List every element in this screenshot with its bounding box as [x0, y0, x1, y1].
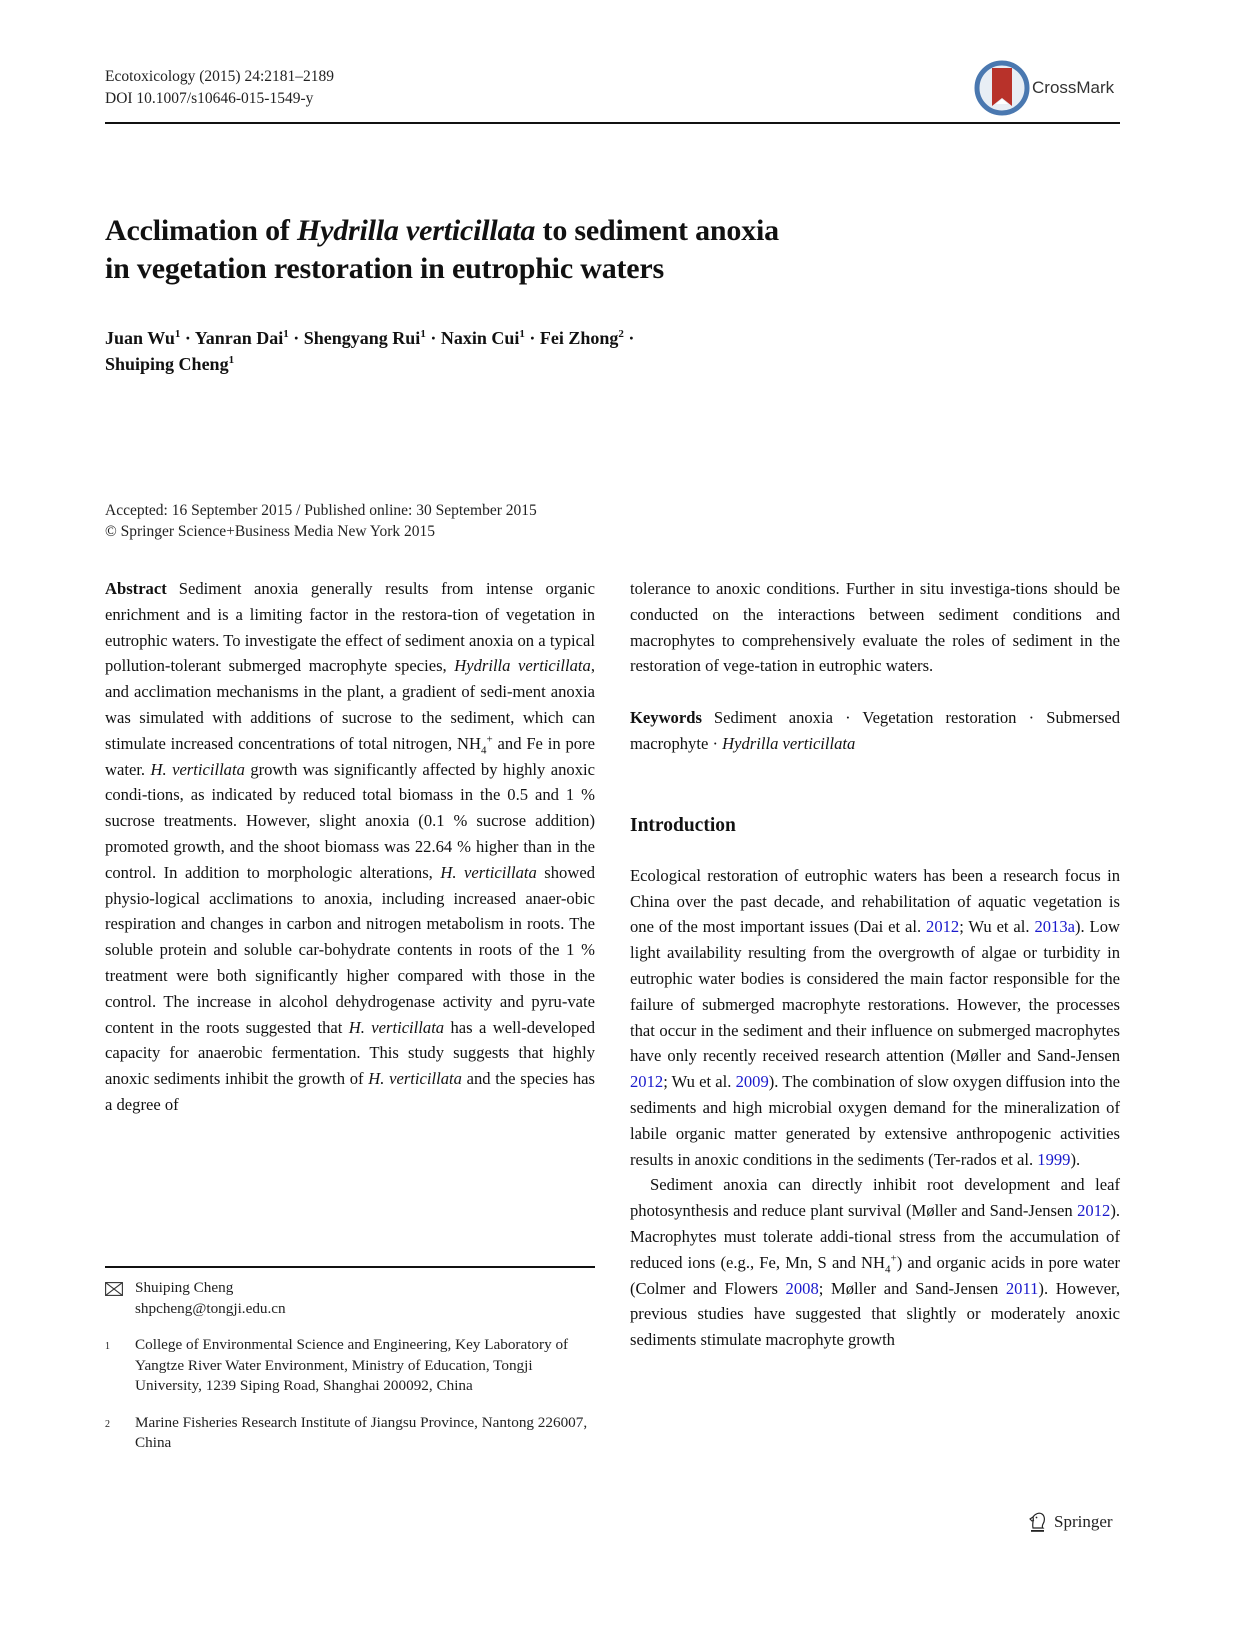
footnote-divider [105, 1266, 595, 1268]
affiliation-text: Marine Fisheries Research Institute of Jiangsu Province, Nantong 226007, China [135, 1413, 588, 1451]
affiliation-1 [105, 1335, 595, 1397]
crossmark-icon [974, 58, 1030, 118]
author[interactable]: Fei Zhong$^2$ [539, 328, 624, 348]
citation-link[interactable]: 2011 [1005, 1278, 1039, 1298]
corresponding-name: Shuiping Cheng [135, 1279, 234, 1296]
affiliation-text: College of Environmental Science and Engineering, Key Laboratory of Yangtze River Water Environment, Ministry of Education, Tongji University, 1239 Siping Road, Shanghai 200092, China [135, 1336, 569, 1394]
author[interactable]: Yanran Dai$^1$ [194, 328, 289, 348]
keywords-label: Keywords [630, 708, 702, 728]
keywords: Keywords Sediment anoxia · Vegetation restoration · Submersed macrophyte · Hydrilla verticillata [630, 708, 1120, 753]
footnotes [105, 1278, 595, 1470]
abstract-continued: tolerance to anoxic conditions. Further in situ investiga-tions should be conducted on the interactions between sediment conditions and macrophytes to comprehensively evaluate the roles of sediment in the restoration of vege-tation in eutrophic waters. [630, 579, 1120, 676]
affiliation-mark: 2 [105, 1418, 110, 1430]
citation-link[interactable]: 2012 [630, 1072, 664, 1092]
publication-dates [105, 500, 537, 542]
right-column [630, 576, 1120, 1353]
journal-citation: Ecotoxicology (2015) 24:2181–2189 [105, 68, 335, 85]
abstract: Abstract Sediment anoxia generally results from intense organic enrichment and is a limiting factor in the restora-tion of vegetation in eutrophic waters. To investigate the effect of sediment anoxia on a typical pollution-tolerant submerged macrophyte species, Hydrilla verticillata, and acclimation mechanisms in the plant, a gradient of sedi-ment anoxia was simulated with additions of sucrose to the sediment, which can stimulate increased concentrations of total nitrogen, $NH_4^+$ and Fe in pore water. H. verticillata growth was significantly affected by highly anoxic condi-tions, as indicated by reduced total biomass in the 0.5 and 1 % sucrose treatments. However, slight anoxia (0.1 % sucrose addition) promoted growth, and the shoot biomass was 22.64 % higher than in the control. In addition to morphologic alterations, H. verticillata showed physio-logical acclimations to anoxia, including increased anaer-obic respiration and changes in carbon and nitrogen metabolism in roots. The soluble protein and soluble car-bohydrate contents in roots of the 1 % treatment were both significantly higher compared with those in the control. The increase in alcohol dehydrogenase activity and pyru-vate content in the roots suggested that H. verticillata has a well-developed capacity for anaerobic fermentation. This study suggests that highly anoxic sediments inhibit the growth of H. verticillata and the species has a degree of [105, 579, 595, 1114]
citation-link[interactable]: 2009 [735, 1072, 769, 1092]
journal-header [105, 66, 334, 110]
section-heading-introduction: Introduction [630, 814, 736, 836]
left-column [105, 576, 595, 1118]
intro-paragraph-1: Ecological restoration of eutrophic waters has been a research focus in China over the past decade, and rehabilitation of aquatic vegetation is one of the most important issues (Dai et al. 2012; Wu et al. 2013a). Low light availability resulting from the overgrowth of algae or turbidity in eutrophic water bodies is considered the main factor responsible for the failure of submerged macrophyte restorations. However, the processes that occur in the sediment and their influence on submerged macrophytes have only recently received research attention (Møller and Sand-Jensen 2012; Wu et al. 2009). The combination of slow oxygen diffusion into the sediments and high microbial oxygen demand for the mineralization of labile organic matter generated by extensive anthropogenic activities results in anoxic conditions in the sediments (Ter-rados et al. 1999). [630, 865, 1120, 1169]
envelope-icon [105, 1282, 123, 1296]
corresponding-author [105, 1278, 595, 1319]
header-divider [105, 122, 1120, 124]
author[interactable]: Shuiping Cheng$^1$ [105, 354, 235, 374]
citation-link[interactable]: 2012 [1077, 1201, 1111, 1221]
doi[interactable]: DOI 10.1007/s10646-015-1549-y [105, 90, 314, 107]
affiliation-mark: 1 [105, 1341, 110, 1352]
abstract-label: Abstract [105, 579, 167, 598]
crossmark-badge[interactable] [974, 58, 1124, 118]
article-title: Acclimation of Hydrilla verticillata to sediment anoxia in vegetation restoration in eutrophic waters [105, 214, 779, 285]
intro-paragraph-2: Sediment anoxia can directly inhibit root development and leaf photosynthesis and reduce plant survival (Møller and Sand-Jensen 2012). Macrophytes must tolerate addi-tional stress from the accumulation of reduced ions (e.g., Fe, Mn, S and $NH_4^+$) and organic acids in pore water (Colmer and Flowers 2008; Møller and Sand-Jensen 2011). However, previous studies have suggested that slightly or moderately anoxic sediments stimulate macrophyte growth [630, 1175, 1121, 1350]
citation-link[interactable]: 2012 [926, 917, 960, 937]
author[interactable]: Juan Wu$^1$ [105, 328, 181, 348]
author[interactable]: Shengyang Rui$^1$ [303, 328, 426, 348]
citation-link[interactable]: 2013a [1034, 917, 1075, 937]
crossmark-label: CrossMark [1032, 78, 1115, 97]
copyright-line: © Springer Science+Business Media New York 2015 [105, 523, 436, 540]
corresponding-email[interactable]: shpcheng@tongji.edu.cn [135, 1299, 286, 1317]
springer-logo [1028, 1510, 1113, 1534]
species-name: Hydrilla verticillata [296, 214, 536, 247]
publisher-name: Springer [1054, 1512, 1113, 1531]
springer-horse-icon [1028, 1510, 1048, 1534]
accepted-published-line: Accepted: 16 September 2015 / Published online: 30 September 2015 [105, 502, 537, 519]
author-list: Juan $Wu^1$ · Yanran Dai$^1$ · Shengyang Rui$^1$ · Naxin Cui$^1$ · Fei Zhong$^2$ · Shuiping Cheng$^1$ [105, 328, 635, 374]
citation-link[interactable]: 1999 [1037, 1149, 1071, 1169]
citation-link[interactable]: 2008 [785, 1278, 819, 1298]
affiliation-2 [105, 1413, 595, 1454]
author[interactable]: Naxin Cui$^1$ [440, 328, 525, 348]
